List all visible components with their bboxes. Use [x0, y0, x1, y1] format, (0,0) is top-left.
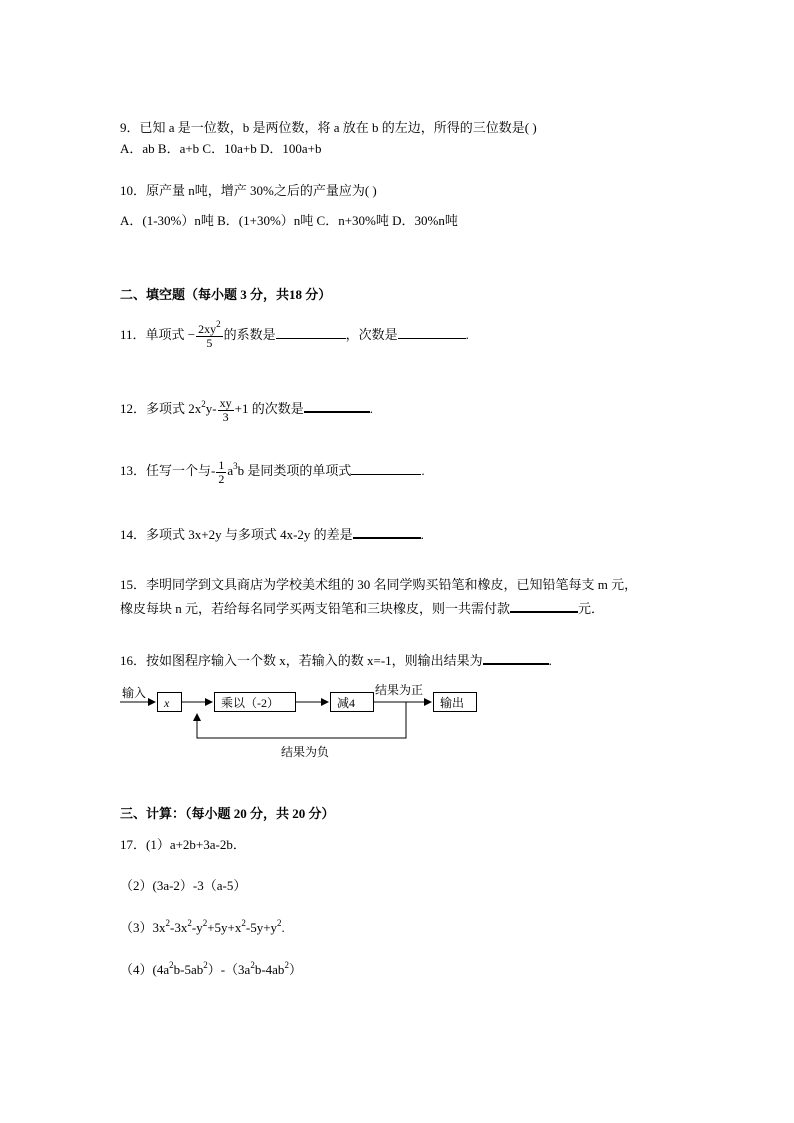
- q11-frac-den: 5: [206, 335, 213, 350]
- question-17-part-3: [120, 917, 285, 936]
- question-9-stem: 9．已知 a 是一位数，b 是两位数，将 a 放在 b 的左边，所得的三位数是( ): [120, 120, 537, 135]
- question-17-part-4: [120, 959, 302, 978]
- p4-d: b-4ab: [254, 962, 285, 977]
- p3-d: +5y+x: [207, 920, 242, 935]
- q11-frac-num: 2xy: [198, 321, 217, 336]
- q14-text: 14．多项式 3x+2y 与多项式 4x-2y 的差是: [120, 527, 353, 542]
- p4-b: b-5ab: [173, 962, 204, 977]
- flow-positive-label: 结果为正: [375, 683, 424, 697]
- p4-e: ）: [288, 962, 302, 977]
- p4-s4: 2: [284, 959, 289, 970]
- p4-a: （4）(4a: [120, 962, 170, 977]
- flow-box-output: 输出: [433, 692, 477, 712]
- q12-frac-den: 3: [222, 409, 229, 424]
- q16-text: 16．按如图程序输入一个数 x，若输入的数 x=-1，则输出结果为: [120, 653, 483, 668]
- q13-frac-den: 2: [218, 471, 225, 486]
- q12-frac-num: xy: [219, 395, 232, 410]
- p4-s2: 2: [203, 959, 208, 970]
- section-3-title: 三、计算：（每小题 20 分，共 20 分）: [120, 806, 335, 821]
- p3-a: （3）3x: [120, 920, 166, 935]
- p3-s4: 2: [241, 917, 246, 928]
- q15-line2-text: 橡皮每块 n 元，若给每名同学买两支铅笔和三块橡皮，则一共需付款: [120, 601, 511, 616]
- q13-end: .: [421, 463, 425, 478]
- flow-box-x: x: [157, 692, 182, 712]
- q11-prefix: 11．单项式 −: [120, 327, 196, 342]
- p3-e: -5y+y: [245, 920, 278, 935]
- flow-box-multiply: 乘以（-2）: [214, 692, 296, 712]
- question-10-stem: 10．原产量 n吨，增产 30%之后的产量应为( ): [120, 183, 377, 198]
- p3-s2: 2: [187, 917, 192, 928]
- q12-after-sup: y-: [205, 401, 217, 416]
- q14-end: .: [420, 527, 424, 542]
- q12-prefix: 12．多项式 2x: [120, 401, 202, 416]
- flow-box-subtract: 减4: [330, 692, 374, 712]
- q11-mid2: ，次数是: [345, 327, 398, 342]
- p3-b: -3x: [170, 920, 188, 935]
- q15-end: 元．: [578, 601, 605, 616]
- p3-s5: 2: [277, 917, 282, 928]
- p3-s1: 2: [165, 917, 171, 928]
- question-10-options: A．(1-30%）n吨 B．(1+30%）n吨 C．n+30%吨 D．30%n吨: [120, 213, 458, 228]
- q13-frac-num: 1: [218, 457, 225, 472]
- q13-a: a: [227, 463, 234, 478]
- p3-c: -y: [191, 920, 203, 935]
- q12-sup: 2: [201, 398, 206, 409]
- q11-end: .: [465, 327, 469, 342]
- q12-end: .: [369, 401, 373, 416]
- p3-s3: 2: [202, 917, 208, 928]
- q13-prefix: 13．任写一个与-: [120, 463, 216, 478]
- flow-input-label: 输入: [122, 686, 147, 700]
- q16-end: .: [548, 653, 552, 668]
- p3-f: .: [281, 920, 285, 935]
- question-17-part-1: 17．(1）a+2b+3a-2b．: [120, 837, 246, 852]
- section-2-title: 二、填空题（每小题 3 分，共18 分）: [120, 287, 332, 302]
- q12-suffix: +1 的次数是: [234, 401, 304, 416]
- question-15-line-1: 15．李明同学到文具商店为学校美术组的 30 名同学购买铅笔和橡皮，已知铅笔每支 m 元，: [120, 577, 638, 592]
- p4-c: ）-（3a: [207, 962, 251, 977]
- p4-s3: 2: [250, 959, 255, 970]
- question-9-options: A．ab B．a+b C．10a+b D．100a+b: [120, 141, 322, 156]
- q11-mid: 的系数是: [223, 327, 276, 342]
- question-17-part-2: （2）(3a-2）-3（a-5）: [120, 878, 247, 893]
- flow-negative-label: 结果为负: [281, 745, 330, 759]
- p4-s1: 2: [169, 959, 174, 970]
- q13-suffix: b 是同类项的单项式: [237, 463, 352, 478]
- q13-sup: 3: [233, 460, 238, 471]
- q11-frac-sup: 2: [216, 318, 221, 329]
